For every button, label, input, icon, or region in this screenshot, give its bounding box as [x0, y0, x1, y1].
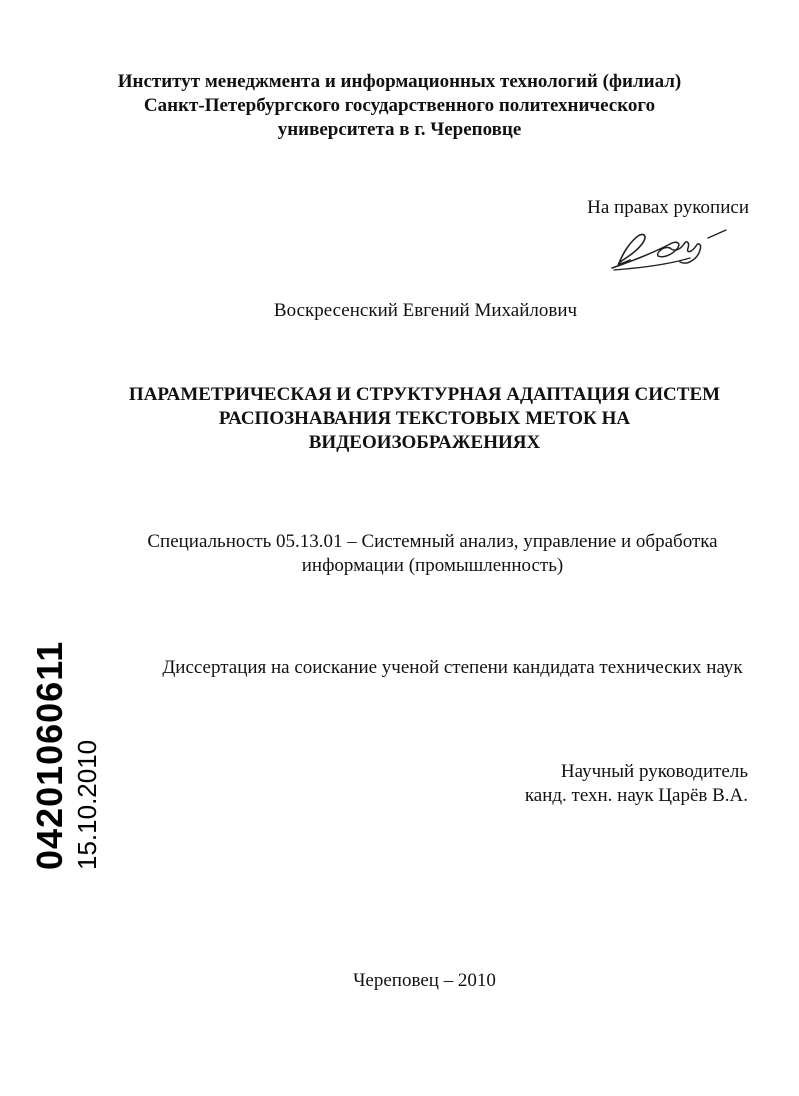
stamp-date: 15.10.2010 — [72, 739, 102, 870]
specialty-line-2: информации (промышленность) — [301, 555, 564, 576]
specialty-line-1: Специальность 05.13.01 – Системный анализ, управление и обработка — [147, 531, 718, 552]
supervisor-label: Научный руководитель — [560, 761, 748, 782]
supervisor-name: канд. техн. наук Царёв В.А. — [524, 785, 748, 806]
institute-header — [0, 70, 799, 142]
rights-note: На правах рукописи — [587, 197, 749, 218]
author-name: Воскресенский Евгений Михайлович — [273, 300, 578, 321]
dissertation-degree: Диссертация на соискание ученой степени кандидата технических наук — [162, 657, 743, 678]
institute-line-1: Институт менеджмента и информационных технологий (филиал) — [117, 71, 682, 92]
registration-stamp — [29, 640, 170, 870]
city-year: Череповец – 2010 — [353, 970, 496, 991]
stamp-number: 04201060611 — [29, 640, 70, 870]
specialty — [0, 530, 799, 578]
title-line-3: ВИДЕОИЗОБРАЖЕНИЯХ — [308, 432, 541, 453]
supervisor — [525, 760, 748, 808]
institute-line-3: университета в г. Череповце — [277, 119, 522, 140]
institute-line-2: Санкт-Петербургского государственного политехнического — [143, 95, 656, 116]
dissertation-title — [0, 383, 799, 455]
title-line-2: РАСПОЗНАВАНИЯ ТЕКСТОВЫХ МЕТОК НА — [218, 408, 631, 429]
title-line-1: ПАРАМЕТРИЧЕСКАЯ И СТРУКТУРНАЯ АДАПТАЦИЯ СИСТЕМ — [128, 384, 721, 405]
signature-icon — [600, 222, 735, 274]
